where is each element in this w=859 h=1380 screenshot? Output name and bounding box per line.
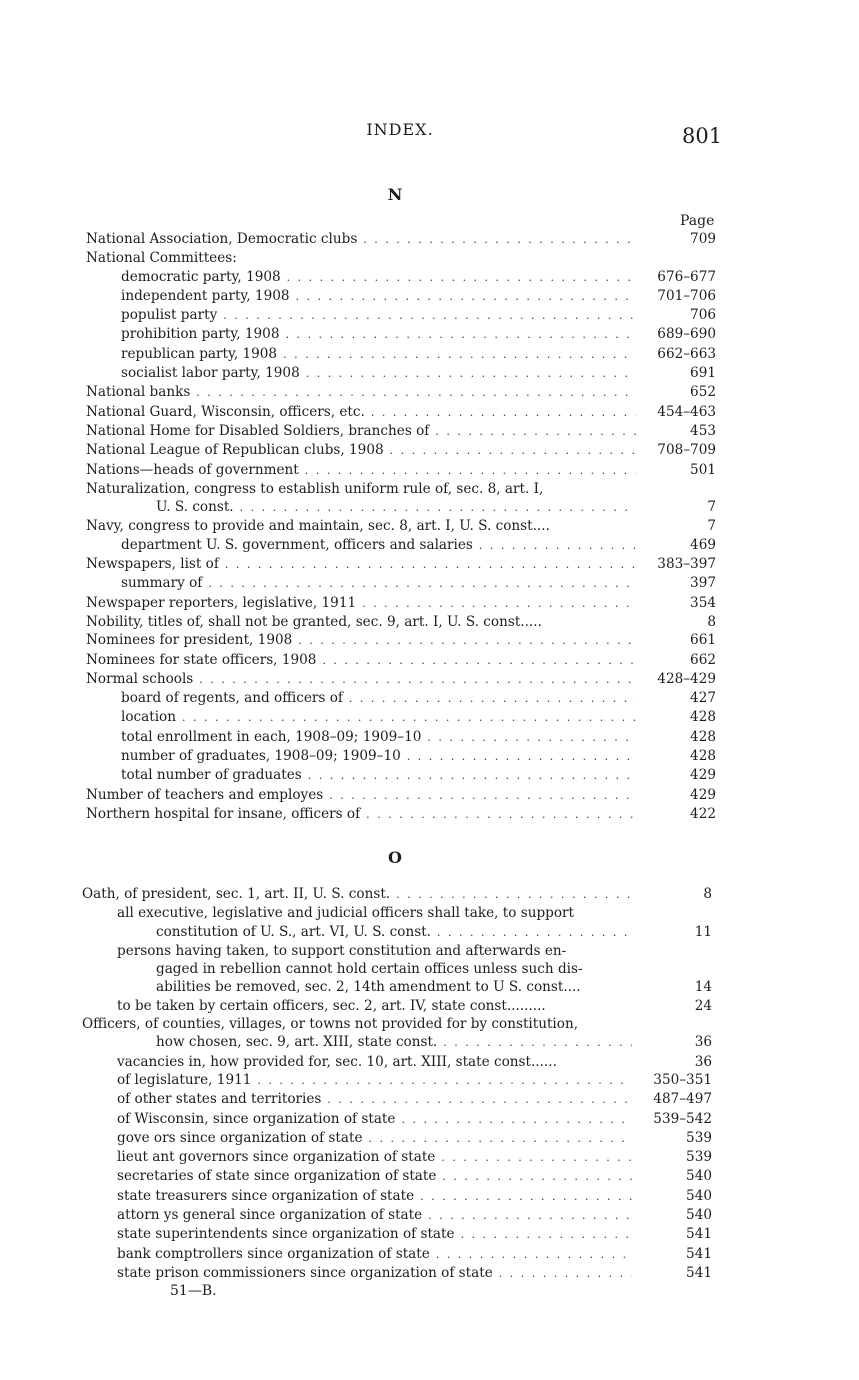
section-heading-o: O — [388, 848, 402, 867]
index-entry: Newspaper reporters, legislative, 1911 . . . 354 — [86, 594, 716, 613]
index-subentry: location . . . 428 — [86, 708, 716, 727]
index-entry: Naturalization, congress to establish uniform rule of, sec. 8, art. I, — [86, 480, 544, 497]
index-entry: National Home for Disabled Soldiers, branches of . . . 453 — [86, 422, 716, 441]
index-entry: Officers, of counties, villages, or towns not provided for by constitution, — [82, 1016, 579, 1033]
index-subentry: democratic party, 1908 . . . 676–677 — [86, 268, 716, 287]
index-subentry: summary of . . . 397 — [86, 574, 716, 593]
index-subentry: all executive, legislative and judicial officers shall take, to support — [117, 905, 575, 922]
index-subentry: of legislature, 1911 . . . 350–351 — [82, 1071, 712, 1090]
index-section-o — [82, 885, 712, 1283]
index-entry: Oath, of president, sec. 1, art. II, U. S. const. . . . 8 — [82, 885, 712, 904]
index-entry: Nominees for state officers, 1908 . . . 662 — [86, 651, 716, 670]
index-subentry: total enrollment in each, 1908–09; 1909–10 . . . 428 — [86, 728, 716, 747]
index-section-n — [86, 230, 716, 824]
index-entry: National Guard, Wisconsin, officers, etc. . . . 454–463 — [86, 403, 716, 422]
index-entry: National League of Republican clubs, 1908 . . . 708–709 — [86, 441, 716, 460]
index-continuation: abilities be removed, sec. 2, 14th amendment to U S. const.... 14 — [156, 979, 712, 996]
index-entry: Nations—heads of government . . . 501 — [86, 461, 716, 480]
index-subentry: lieut ant governors since organization of state . . . 539 — [82, 1148, 712, 1167]
index-continuation: constitution of U. S., art. VI, U. S. const. . . . 11 — [82, 923, 712, 942]
index-subentry: vacancies in, how provided for, sec. 10, art. XIII, state const...... 36 — [117, 1053, 712, 1070]
index-entry: National banks . . . 652 — [86, 383, 716, 402]
section-heading-n: N — [387, 185, 403, 204]
index-subentry: prohibition party, 1908 . . . 689–690 — [86, 325, 716, 344]
index-continuation: how chosen, sec. 9, art. XIII, state const. . . . 36 — [82, 1033, 712, 1052]
index-subentry: of other states and territories . . . 487–497 — [82, 1090, 712, 1109]
page-title: INDEX. — [366, 120, 434, 139]
index-subentry: state treasurers since organization of state . . . 540 — [82, 1187, 712, 1206]
index-subentry: state prison commissioners since organization of state . . . 541 — [82, 1264, 712, 1283]
index-entry: Newspapers, list of . . . 383–397 — [86, 555, 716, 574]
index-entry: National Association, Democratic clubs . . . 709 — [86, 230, 716, 249]
index-subentry: gove ors since organization of state . . . 539 — [82, 1129, 712, 1148]
index-subentry: number of graduates, 1908–09; 1909–10 . . . 428 — [86, 747, 716, 766]
index-subentry: department U. S. government, officers and salaries . . . 469 — [86, 536, 716, 555]
index-subentry: total number of graduates . . . 429 — [86, 766, 716, 785]
index-subentry: attorn ys general since organization of state . . . 540 — [82, 1206, 712, 1225]
page-column-label: Page — [680, 213, 715, 229]
index-subentry: populist party . . . 706 — [86, 306, 716, 325]
index-subentry: state superintendents since organization of state . . . 541 — [82, 1225, 712, 1244]
signature-mark: 51—B. — [170, 1283, 217, 1299]
index-subentry: bank comptrollers since organization of state . . . 541 — [82, 1245, 712, 1264]
index-continuation: gaged in rebellion cannot hold certain offices unless such dis- — [156, 961, 583, 978]
page-number: 801 — [682, 124, 723, 148]
index-subentry: secretaries of state since organization of state . . . 540 — [82, 1167, 712, 1186]
index-entry: Number of teachers and employes . . . 429 — [86, 786, 716, 805]
index-subentry: socialist labor party, 1908 . . . 691 — [86, 364, 716, 383]
index-subentry: independent party, 1908 . . . 701–706 — [86, 287, 716, 306]
index-subentry: to be taken by certain officers, sec. 2, art. IV, state const......... 24 — [117, 997, 712, 1014]
index-entry: Nominees for president, 1908 . . . 661 — [86, 631, 716, 650]
index-entry: Nobility, titles of, shall not be granted, sec. 9, art. I, U. S. const..... 8 — [86, 613, 716, 630]
index-entry: Navy, congress to provide and maintain, sec. 8, art. I, U. S. const.... 7 — [86, 518, 716, 535]
index-entry: Normal schools . . . 428–429 — [86, 670, 716, 689]
index-continuation: U. S. const. . . . 7 — [86, 498, 716, 517]
index-entry: National Committees: — [86, 250, 237, 267]
index-entry: Northern hospital for insane, officers of . . . 422 — [86, 805, 716, 824]
index-subentry: persons having taken, to support constitution and afterwards en- — [117, 942, 567, 959]
index-subentry: of Wisconsin, since organization of state . . . 539–542 — [82, 1110, 712, 1129]
index-subentry: republican party, 1908 . . . 662–663 — [86, 345, 716, 364]
index-subentry: board of regents, and officers of . . . 427 — [86, 689, 716, 708]
